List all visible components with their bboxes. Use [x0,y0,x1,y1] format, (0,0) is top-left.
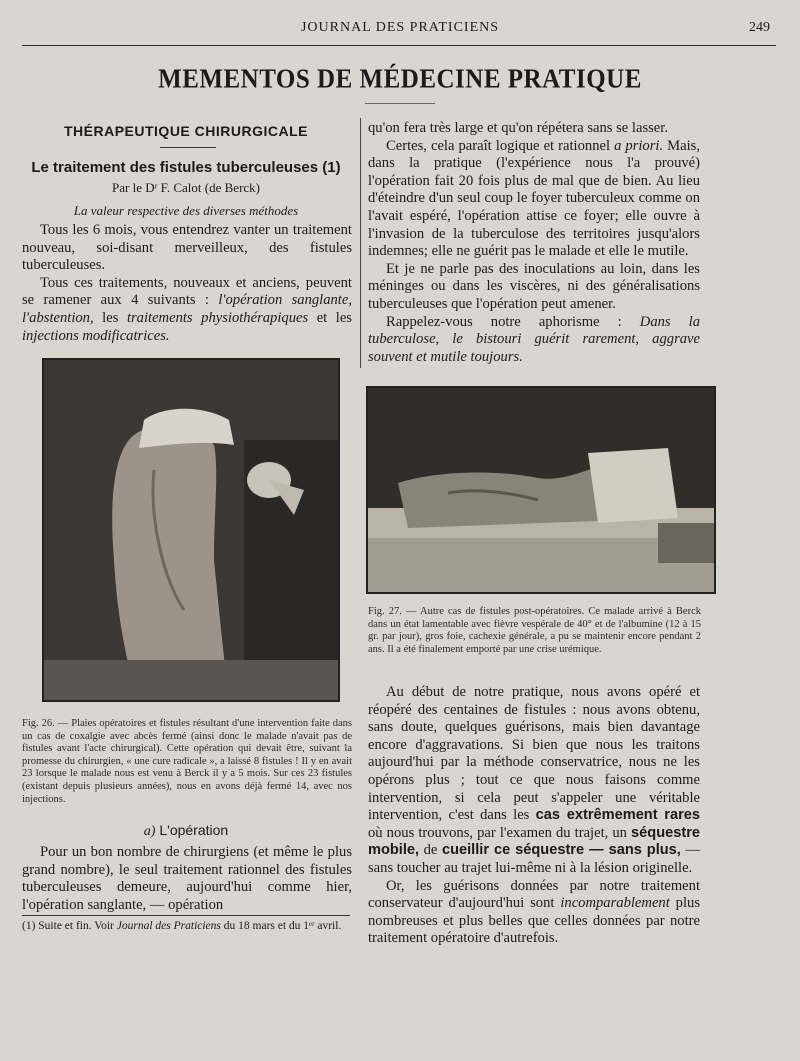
section-heading: THÉRAPEUTIQUE CHIRURGICALE [63,123,308,139]
paragraph: Tous les 6 mois, vous entendrez vanter un traitement nouveau, soi-disant merveilleux, des fistules tuberculeuses. [22,222,352,274]
section-rule [160,147,216,148]
paragraph: Rappelez-vous notre aphorisme : Dans la tuberculose, le bistouri guérit rarement, aggrave souvent et mutile toujours. [368,313,700,365]
figure-26-photo [42,358,340,702]
left-column-intro [22,222,352,345]
paragraph: qu'on fera très large et qu'on répétera sans se lasser. [368,120,668,136]
figure-27-caption: Fig. 27. — Autre cas de fistules post-opératoires. Ce malade arrivé à Berck dans un état lamentable avec fièvre vespérale de 40° et de l'albumine (12 à 15 gr. par jour), gros foie, cachexie générale, a pu se maintenir encore pendant 2 ans. Il a été finalement emporté par une crise urémique. [368,606,701,655]
article-title: Le traitement des fistules tuberculeuses (1) [31,159,341,176]
right-column-intro [368,120,700,366]
right-column-body [368,684,700,948]
footnote: (1) Suite et fin. Voir Journal des Praticiens du 18 mars et du 1ᵉʳ avril. [22,920,342,932]
paragraph: Certes, cela paraît logique et rationnel a priori. Mais, dans la pratique (l'expérience nous l'a prouvé) l'opération fait 20 fois plus de mal que de bien. Au lieu d'éteindre d'un seul coup le foyer tuberculeux comme on l'avait espéré, l'opération attise ce foyer; elle ouvre à l'invasion de la tuberculose des territoires jusqu'alors indemnes; elle ne guérit pas le malade et elle le mutile. [368,137,701,260]
paragraph: Pour un bon nombre de chirurgiens (et même le plus grand nombre), le seul traitement rationnel des fistules tuberculeuses demeure, aujourd'hui comme hier, l'opération sanglante, — opération [22,844,352,913]
header-rule [22,45,776,46]
column-rule [360,118,361,368]
article-subtitle: La valeur respective des diverses méthodes [73,203,299,218]
paragraph: Tous ces traitements, nouveaux et anciens, peuvent se ramener aux 4 suivants : l'opération sanglante, l'abstention, les traitements physiothérapiques et les injections modificatrices. [22,274,352,344]
page-number: 249 [749,20,770,35]
left-column-body [22,844,352,914]
paragraph: Et je ne parle pas des inoculations au loin, dans les méninges ou dans les viscères, ni des généralisations tuberculeuses que l'opération peut amener. [368,260,700,312]
journal-name: JOURNAL DES PRATICIENS [300,20,500,35]
figure-27-photo [366,386,716,594]
title-divider [365,103,435,104]
figure-26-caption: Fig. 26. — Plaies opératoires et fistules résultant d'une intervention faite dans un cas de coxalgie avec abcès fermé (ainsi donc le malade n'avait pas de fistules avant l'acte chirurgical). Cette opération qui devait être, suivant la promesse du chirurgien, « une cure radicale », a laissé 8 fistules ! Il y en avait 23 lorsque le malade nous est venu à Berck il y a 5 mois. Sur ces 23 fistules (existant depuis plusieurs années), nous en avons déjà fermé 14, avec nos injections. [22,718,352,805]
subheading: a) L'opération [143,822,229,839]
paragraph: Au début de notre pratique, nous avons opéré et réopéré des centaines de fistules : nous avons obtenu, sans doute, quelques guérisons, mais bien davantage encore d'aggravations. Si bien que nous les traitons aujourd'hui par la méthode conservatrice, nous ne les opérons plus ; tout ce que nous faisons comme intervention, si cela peut s'appeler une véritable intervention, c'est dans les cas extrêmement rares où nous trouvons, par l'examen du trajet, un séquestre mobile, de cueillir ce séquestre — sans plus, — sans toucher au trajet lui-même ni à la lésion originelle. [368,684,700,876]
article-author: Par le Dʳ F. Calot (de Berck) [112,180,260,195]
page-title: MEMENTOS DE MÉDECINE PRATIQUE [158,64,642,95]
footnote-rule [22,915,350,916]
paragraph: Or, les guérisons données par notre traitement conservateur d'aujourd'hui sont incomparablement plus nombreuses et plus belles que celles données par notre traitement opératoire d'autrefois. [368,877,700,947]
